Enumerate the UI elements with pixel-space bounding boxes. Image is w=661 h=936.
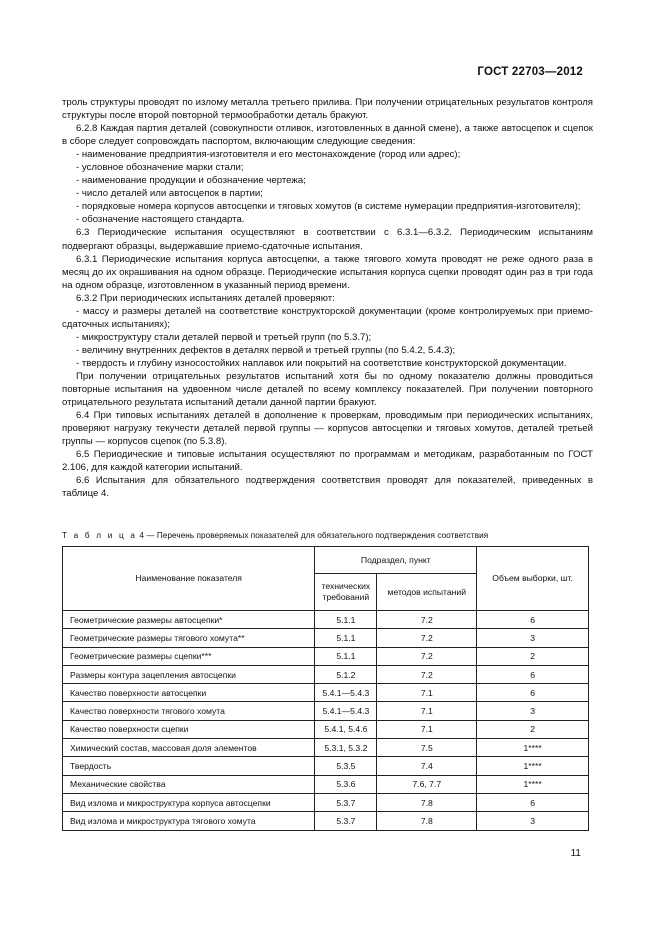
cell-volume: 1**** — [477, 739, 589, 757]
cell-method: 7.6, 7.7 — [377, 775, 477, 793]
paragraph-6-5: 6.5 Периодические и типовые испытания осуществляют по программам и методикам, разработанным по ГОСТ 2.106, для каждой категории испытаний. — [62, 449, 593, 474]
cell-volume: 3 — [477, 702, 589, 720]
cell-name: Размеры контура зацепления автосцепки — [63, 665, 315, 683]
table-row — [63, 665, 589, 683]
cell-tech: 5.4.1, 5.4.6 — [315, 720, 377, 738]
cell-name: Химический состав, массовая доля элементов — [63, 739, 315, 757]
table-row — [63, 684, 589, 702]
header-sample-volume: Объем выборки, шт. — [477, 547, 589, 611]
cell-volume: 6 — [477, 684, 589, 702]
cell-name: Качество поверхности сцепки — [63, 720, 315, 738]
cell-volume: 2 — [477, 647, 589, 665]
cell-name: Вид излома и микроструктура корпуса автосцепки — [63, 793, 315, 811]
header-indicator-name: Наименование показателя — [63, 547, 315, 611]
document-code: ГОСТ 22703—2012 — [477, 66, 583, 78]
paragraph-6-3: 6.3 Периодические испытания осуществляют в соответствии с 6.3.1—6.3.2. Периодическим испытаниям подвергают образцы, выдержавшие приемо-сдаточные испытания. — [62, 227, 593, 252]
cell-volume: 1**** — [477, 757, 589, 775]
list-item: - условное обозначение марки стали; — [76, 162, 244, 174]
table-row — [63, 775, 589, 793]
table-row — [63, 793, 589, 811]
table-4 — [62, 546, 589, 831]
cell-method: 7.2 — [377, 665, 477, 683]
cell-tech: 5.4.1—5.4.3 — [315, 702, 377, 720]
cell-tech: 5.1.1 — [315, 629, 377, 647]
list-item: - число деталей или автосцепок в партии; — [76, 188, 263, 200]
cell-method: 7.1 — [377, 684, 477, 702]
cell-name: Геометрические размеры тягового хомута** — [63, 629, 315, 647]
cell-method: 7.2 — [377, 629, 477, 647]
cell-name: Качество поверхности тягового хомута — [63, 702, 315, 720]
cell-method: 7.2 — [377, 611, 477, 629]
list-item: - твердость и глубину износостойких наплавок или покрытий на соответствие конструкторской документации. — [76, 357, 567, 369]
paragraph-6-4: 6.4 При типовых испытаниях деталей в дополнение к проверкам, проводимым при периодических испытаниях, проверяют нагрузку текучести деталей первой группы — корпусов автосцепки и тяговых хомутов, деталей третьей группы — корпусов сцепок (по 5.3.8). — [62, 410, 593, 448]
cell-method: 7.1 — [377, 702, 477, 720]
cell-volume: 6 — [477, 611, 589, 629]
cell-name: Вид излома и микроструктура тягового хомута — [63, 812, 315, 830]
cell-method: 7.1 — [377, 720, 477, 738]
cell-volume: 3 — [477, 629, 589, 647]
cell-tech: 5.1.1 — [315, 611, 377, 629]
list-item: - микроструктуру стали деталей первой и третьей групп (по 5.3.7); — [76, 331, 372, 343]
cell-method: 7.4 — [377, 757, 477, 775]
table-row — [63, 629, 589, 647]
body-text — [62, 96, 593, 500]
cell-tech: 5.3.7 — [315, 812, 377, 830]
cell-name: Геометрические размеры сцепки*** — [63, 647, 315, 665]
cell-volume: 3 — [477, 812, 589, 830]
table-row — [63, 720, 589, 738]
header-test-methods: методов испытаний — [377, 574, 477, 611]
list-item: - величину внутренних дефектов в деталях первой и третьей группы (по 5.4.2, 5.4.3); — [76, 344, 456, 356]
table-row — [63, 647, 589, 665]
list-item: - обозначение настоящего стандарта. — [76, 214, 245, 226]
paragraph: При получении отрицательных результатов испытаний хотя бы по одному показателю должны проводиться повторные испытания на удвоенном числе деталей по всему комплексу показателей. При получении повторного отрицательного результата испытаний детали данной партии бракуют. — [62, 370, 593, 409]
list-item: - массу и размеры деталей на соответствие конструкторской документации (кроме контролируемых при приемо-сдаточных испытаниях); — [62, 305, 593, 330]
list-item: - порядковые номера корпусов автосцепки и тяговых хомутов (в системе нумерации предприятия-изготовителя); — [76, 201, 581, 213]
paragraph-6-3-2: 6.3.2 При периодических испытаниях деталей проверяют: — [76, 292, 335, 304]
list-item: - наименование предприятия-изготовителя и его местонахождение (город или адрес); — [76, 149, 461, 161]
cell-volume: 6 — [477, 793, 589, 811]
cell-tech: 5.3.5 — [315, 757, 377, 775]
page-number: 11 — [570, 848, 581, 859]
list-item: - наименование продукции и обозначение чертежа; — [76, 175, 306, 187]
cell-volume: 1**** — [477, 775, 589, 793]
cell-name: Механические свойства — [63, 775, 315, 793]
cell-method: 7.8 — [377, 793, 477, 811]
cell-method: 7.8 — [377, 812, 477, 830]
table-row — [63, 812, 589, 830]
header-tech-requirements: технических требований — [315, 574, 377, 611]
table-row — [63, 702, 589, 720]
table-caption-text: 4 — Перечень проверяемых показателей для обязательного подтверждения соответствия — [137, 531, 489, 540]
paragraph-6-3-1: 6.3.1 Периодические испытания корпуса автосцепки, а также тягового хомута проводят не реже одного раза в месяц до их окрашивания на одном образце. Периодические испытания корпуса сцепки проводят один раз в три года на одном образце, изготовленном в указанный период времени. — [62, 253, 593, 291]
table-caption-label: Т а б л и ц а — [62, 531, 138, 540]
cell-volume: 6 — [477, 665, 589, 683]
paragraph-6-6: 6.6 Испытания для обязательного подтверждения соответствия проводят для показателей, приведенных в таблице 4. — [62, 475, 593, 500]
table-row — [63, 611, 589, 629]
cell-name: Твердость — [63, 757, 315, 775]
table-row — [63, 739, 589, 757]
table-row — [63, 757, 589, 775]
cell-tech: 5.3.6 — [315, 775, 377, 793]
cell-tech: 5.1.1 — [315, 647, 377, 665]
cell-method: 7.2 — [377, 647, 477, 665]
paragraph-6-2-8: 6.2.8 Каждая партия деталей (совокупности отливок, изготовленных в данной смене), а также автосцепок и сцепок в сборе следует сопровождать паспортом, включающим следующие сведения: — [62, 123, 593, 148]
cell-name: Геометрические размеры автосцепки* — [63, 611, 315, 629]
cell-method: 7.5 — [377, 739, 477, 757]
cell-tech: 5.3.1, 5.3.2 — [315, 739, 377, 757]
cell-tech: 5.3.7 — [315, 793, 377, 811]
cell-tech: 5.4.1—5.4.3 — [315, 684, 377, 702]
header-subsection: Подраздел, пункт — [315, 547, 477, 574]
paragraph: троль структуры проводят по излому металла третьего прилива. При получении отрицательных результатов контроля структуры после второй повторной термообработки деталь бракуют. — [62, 97, 593, 122]
table-caption — [62, 531, 602, 540]
cell-tech: 5.1.2 — [315, 665, 377, 683]
cell-volume: 2 — [477, 720, 589, 738]
cell-name: Качество поверхности автосцепки — [63, 684, 315, 702]
